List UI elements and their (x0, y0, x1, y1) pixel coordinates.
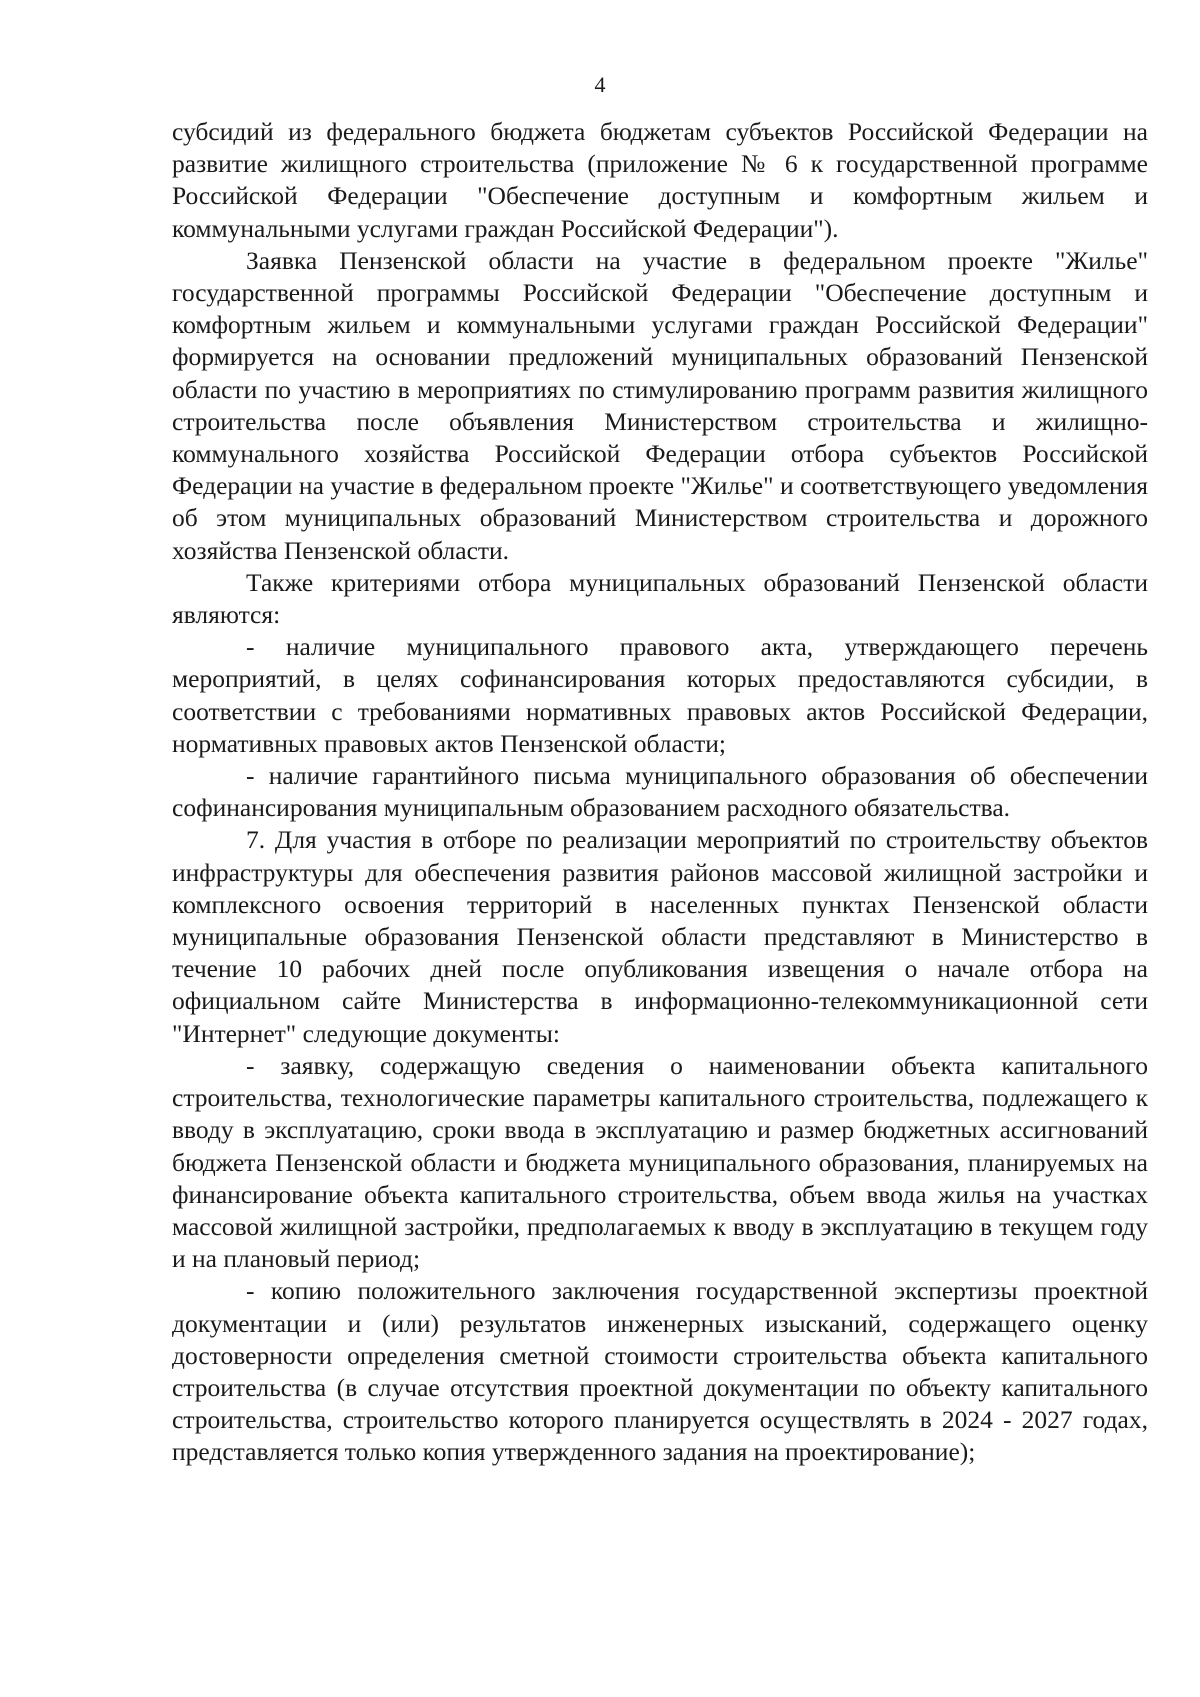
list-item-expertise-copy: - копию положительного заключения государственной экспертизы проектной документации и (или) результатов инженерных изысканий, содержащего оценку достоверности определения сметной стоимости строительства объекта капитального строительства (в случае отсутствия проектной документации по объекту капитального строительства, строительство которого планируется осуществлять в 2024 - 2027 годах, представляется только копия утвержденного задания на проектирование); (172, 1276, 1148, 1467)
list-item-application-request: - заявку, содержащую сведения о наименовании объекта капитального строительства, технологические параметры капитального строительства, подлежащего к вводу в эксплуатацию, сроки ввода в эксплуатацию и размер бюджетных ассигнований бюджета Пензенской области и бюджета муниципального образования, планируемых на финансирование объекта капитального строительства, объем ввода жилья на участках массовой жилищной застройки, предполагаемых к вводу в эксплуатацию в текущем году и на плановый период; (172, 1050, 1148, 1274)
list-item-legal-act: - наличие муниципального правового акта, утверждающего перечень мероприятий, в целях софинансирования которых предоставляются субсидии, в соответствии с требованиями нормативных правовых актов Российской Федерации, нормативных правовых актов Пензенской области; (172, 632, 1148, 758)
document-body (172, 116, 1148, 1469)
paragraph-continuation: субсидий из федерального бюджета бюджетам субъектов Российской Федерации на развитие жилищного строительства (приложение № 6 к государственной программе Российской Федерации "Обеспечение доступным и комфортным жильем и коммунальными услугами граждан Российской Федерации"). (172, 117, 1148, 243)
list-item-guarantee-letter: - наличие гарантийного письма муниципального образования об обеспечении софинансирования муниципальным образованием расходного обязательства. (172, 761, 1148, 823)
page-number: 4 (594, 72, 606, 97)
paragraph-application: Заявка Пензенской области на участие в федеральном проекте "Жилье" государственной программы Российской Федерации "Обеспечение доступным и комфортным жильем и коммунальными услугами граждан Российской Федерации" формируется на основании предложений муниципальных образований Пензенской области по участию в мероприятиях по стимулированию программ развития жилищного строительства после объявления Министерством строительства и жилищно-коммунального хозяйства Российской Федерации отбора субъектов Российской Федерации на участие в федеральном проекте "Жилье" и соответствующего уведомления об этом муниципальных образований Министерством строительства и дорожного хозяйства Пензенской области. (172, 245, 1148, 565)
paragraph-clause-7: 7. Для участия в отборе по реализации мероприятий по строительству объектов инфраструктуры для обеспечения развития районов массовой жилищной застройки и комплексного освоения территорий в населенных пунктах Пензенской области муниципальные образования Пензенской области представляют в Министерство в течение 10 рабочих дней после опубликования извещения о начале отбора на официальном сайте Министерства в информационно-телекоммуникационной сети "Интернет" следующие документы: (172, 825, 1148, 1048)
paragraph-criteria-intro: Также критериями отбора муниципальных образований Пензенской области являются: (172, 567, 1148, 630)
